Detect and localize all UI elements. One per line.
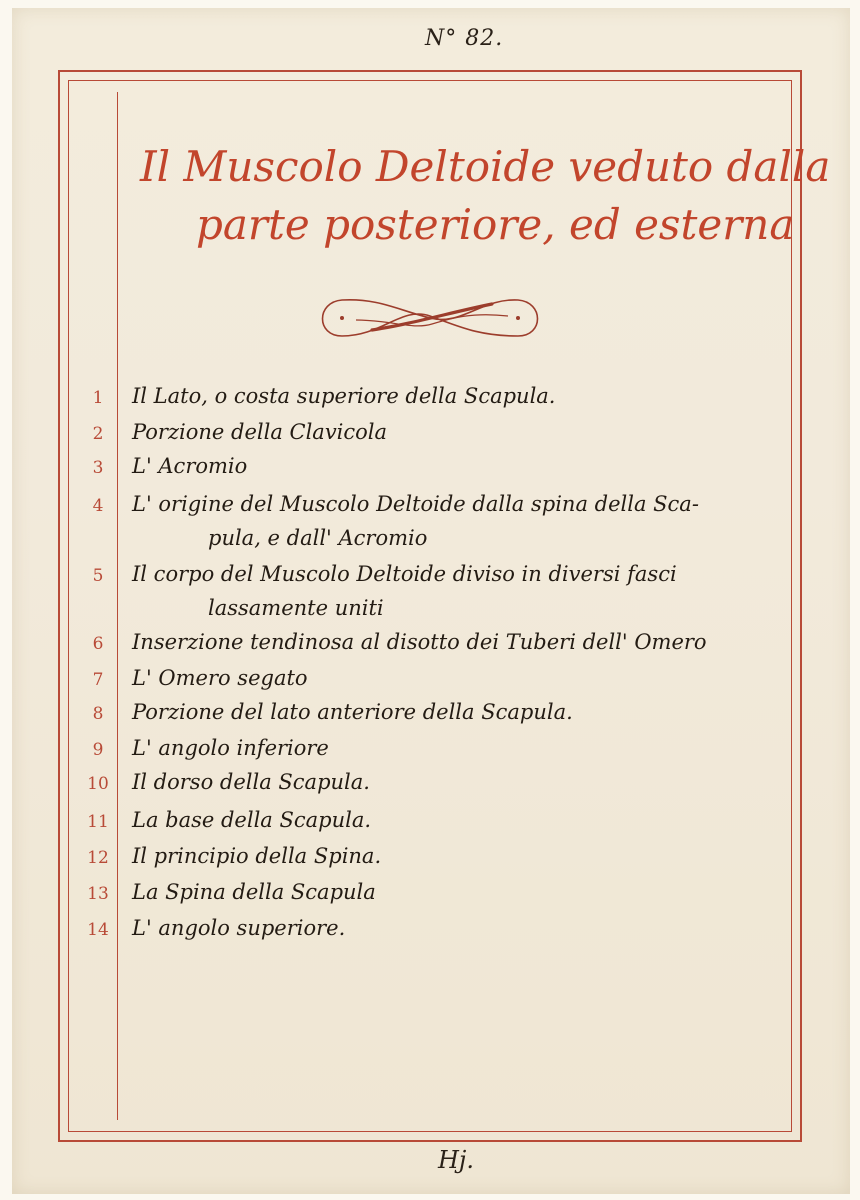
- legend-number: 7: [92, 670, 104, 690]
- legend-text: Il principio della Spina.: [132, 844, 382, 868]
- legend-number: 12: [87, 848, 109, 868]
- legend-text: L' Acromio: [132, 454, 248, 478]
- title-line-2: parte posteriore, ed esterna: [196, 200, 795, 249]
- page-title: [140, 138, 831, 254]
- legend-number: 2: [92, 424, 104, 444]
- margin-rule: [117, 92, 118, 1120]
- flourish-ornament: [312, 286, 548, 350]
- legend-number: 3: [92, 458, 104, 478]
- legend-number: 6: [92, 634, 104, 654]
- title-line-1: Il Muscolo Deltoide veduto dalla: [140, 142, 831, 191]
- legend-number: 5: [92, 566, 104, 586]
- legend-number: 4: [92, 496, 104, 516]
- legend-text: L' angolo inferiore: [132, 736, 329, 760]
- legend-number: 14: [87, 920, 109, 940]
- legend-text-continued: lassamente uniti: [208, 596, 384, 620]
- legend-text: Inserzione tendinosa al disotto dei Tuberi dell' Omero: [132, 630, 707, 654]
- legend-number: 8: [92, 704, 104, 724]
- legend-text: Porzione della Clavicola: [132, 420, 388, 444]
- legend-number: 10: [87, 774, 109, 794]
- legend-number: 1: [92, 388, 104, 408]
- legend-text: Porzione del lato anteriore della Scapula.: [132, 700, 573, 724]
- legend-text: Il corpo del Muscolo Deltoide diviso in diversi fasci: [132, 562, 677, 586]
- legend-number: 11: [87, 812, 109, 832]
- legend-text: La base della Scapula.: [132, 808, 372, 832]
- legend-text: Il Lato, o costa superiore della Scapula.: [132, 384, 556, 408]
- legend-text: Il dorso della Scapula.: [132, 770, 370, 794]
- legend-number: 13: [87, 884, 109, 904]
- legend-text: L' origine del Muscolo Deltoide dalla spina della Sca-: [132, 492, 699, 516]
- legend-text: L' Omero segato: [132, 666, 308, 690]
- legend-text: L' angolo superiore.: [132, 916, 346, 940]
- bottom-signature: Hj.: [438, 1146, 474, 1174]
- legend-text-continued: pula, e dall' Acromio: [208, 526, 428, 550]
- page-number: N° 82.: [425, 26, 504, 51]
- legend-text: La Spina della Scapula: [132, 880, 376, 904]
- legend-number: 9: [92, 740, 104, 760]
